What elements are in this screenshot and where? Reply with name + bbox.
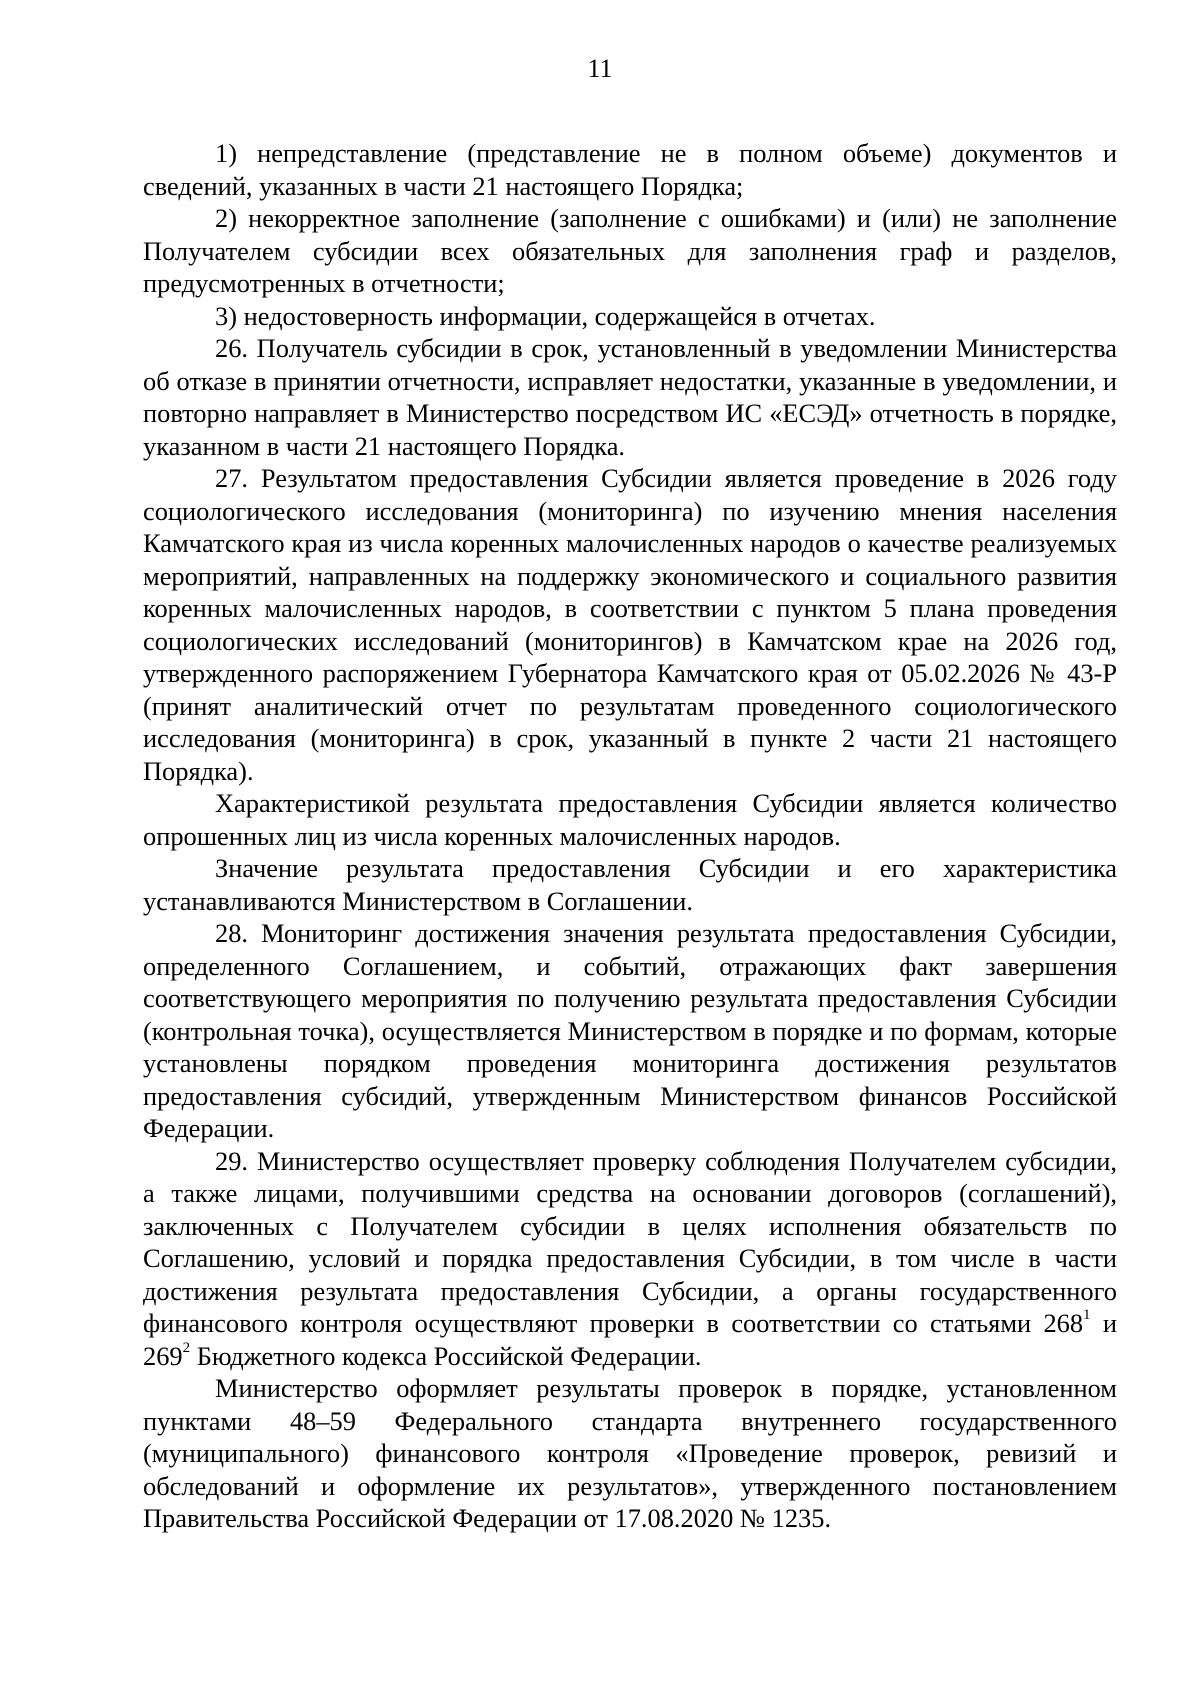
superscript-1: 1 xyxy=(1083,1307,1091,1324)
clause-29-text-part-1: 29. Министерство осуществляет проверку соблюдения Получателем субсидии, а также лицами, получившими средства на основании договоров (соглашений), заключенных с Получателем субсидии в целях исполнения обязательств по Соглашению, условий и порядка предоставления Субсидии, в том числе в части достижения результата предоставления Субсидии, а органы государственного финансового контроля осуществляют проверки в соответствии со статьями 268 xyxy=(143,1145,1117,1338)
clause-27-paragraph: 27. Результатом предоставления Субсидии является проведение в 2026 году социологического исследования (мониторинга) по изучению мнения населения Камчатского края из числа коренных малочисленных народов о качестве реализуемых мероприятий, направленных на поддержку экономического и социального развития коренных малочисленных народов, в соответствии с пунктом 5 плана проведения социологических исследований (мониторингов) в Камчатском крае на 2026 год, утвержденного распоряжением Губернатора Камчатского края от 05.02.2026 № 43-Р (принят аналитический отчет по результатам проведенного социологического исследования (мониторинга) в срок, указанный в пункте 2 части 21 настоящего Порядка). xyxy=(143,463,1117,786)
clause-29-text-part-3: Бюджетного кодекса Российской Федерации. xyxy=(190,1340,702,1371)
document-body xyxy=(143,137,1117,1535)
inspection-results-paragraph: Министерство оформляет результаты проверок в порядке, установленном пунктами 48–59 Федерального стандарта внутреннего государственного (муниципального) финансового контроля «Проведение проверок, ревизий и обследований и оформление их результатов», утвержденного постановлением Правительства Российской Федерации от 17.08.2020 № 1235. xyxy=(143,1373,1117,1533)
clause-29-paragraph xyxy=(143,1145,1117,1373)
item-3-paragraph: 3) недостоверность информации, содержащейся в отчетах. xyxy=(215,300,876,331)
page-number: 11 xyxy=(587,54,613,83)
clause-28-paragraph: 28. Мониторинг достижения значения результата предоставления Субсидии, определенного Соглашением, и событий, отражающих факт завершения соответствующего мероприятия по получению результата предоставления Субсидии (контрольная точка), осуществляется Министерством в порядке и по формам, которые установлены порядком проведения мониторинга достижения результатов предоставления субсидий, утвержденным Министерством финансов Российской Федерации. xyxy=(143,918,1117,1143)
result-characteristic-paragraph: Характеристикой результата предоставления Субсидии является количество опрошенных лиц из числа коренных малочисленных народов. xyxy=(143,788,1117,851)
result-value-paragraph: Значение результата предоставления Субсидии и его характеристика устанавливаются Министерством в Соглашении. xyxy=(143,853,1117,916)
superscript-2: 2 xyxy=(182,1339,191,1356)
clause-29-text-part-2: и 269 xyxy=(143,1308,1117,1371)
item-1-paragraph: 1) непредставление (представление не в полном объеме) документов и сведений, указанных в части 21 настоящего Порядка; xyxy=(143,138,1117,201)
item-2-paragraph: 2) некорректное заполнение (заполнение с ошибками) и (или) не заполнение Получателем субсидии всех обязательных для заполнения граф и разделов, предусмотренных в отчетности; xyxy=(143,203,1117,298)
clause-26-paragraph: 26. Получатель субсидии в срок, установленный в уведомлении Министерства об отказе в принятии отчетности, исправляет недостатки, указанные в уведомлении, и повторно направляет в Министерство посредством ИС «ЕСЭД» отчетность в порядке, указанном в части 21 настоящего Порядка. xyxy=(143,333,1117,461)
